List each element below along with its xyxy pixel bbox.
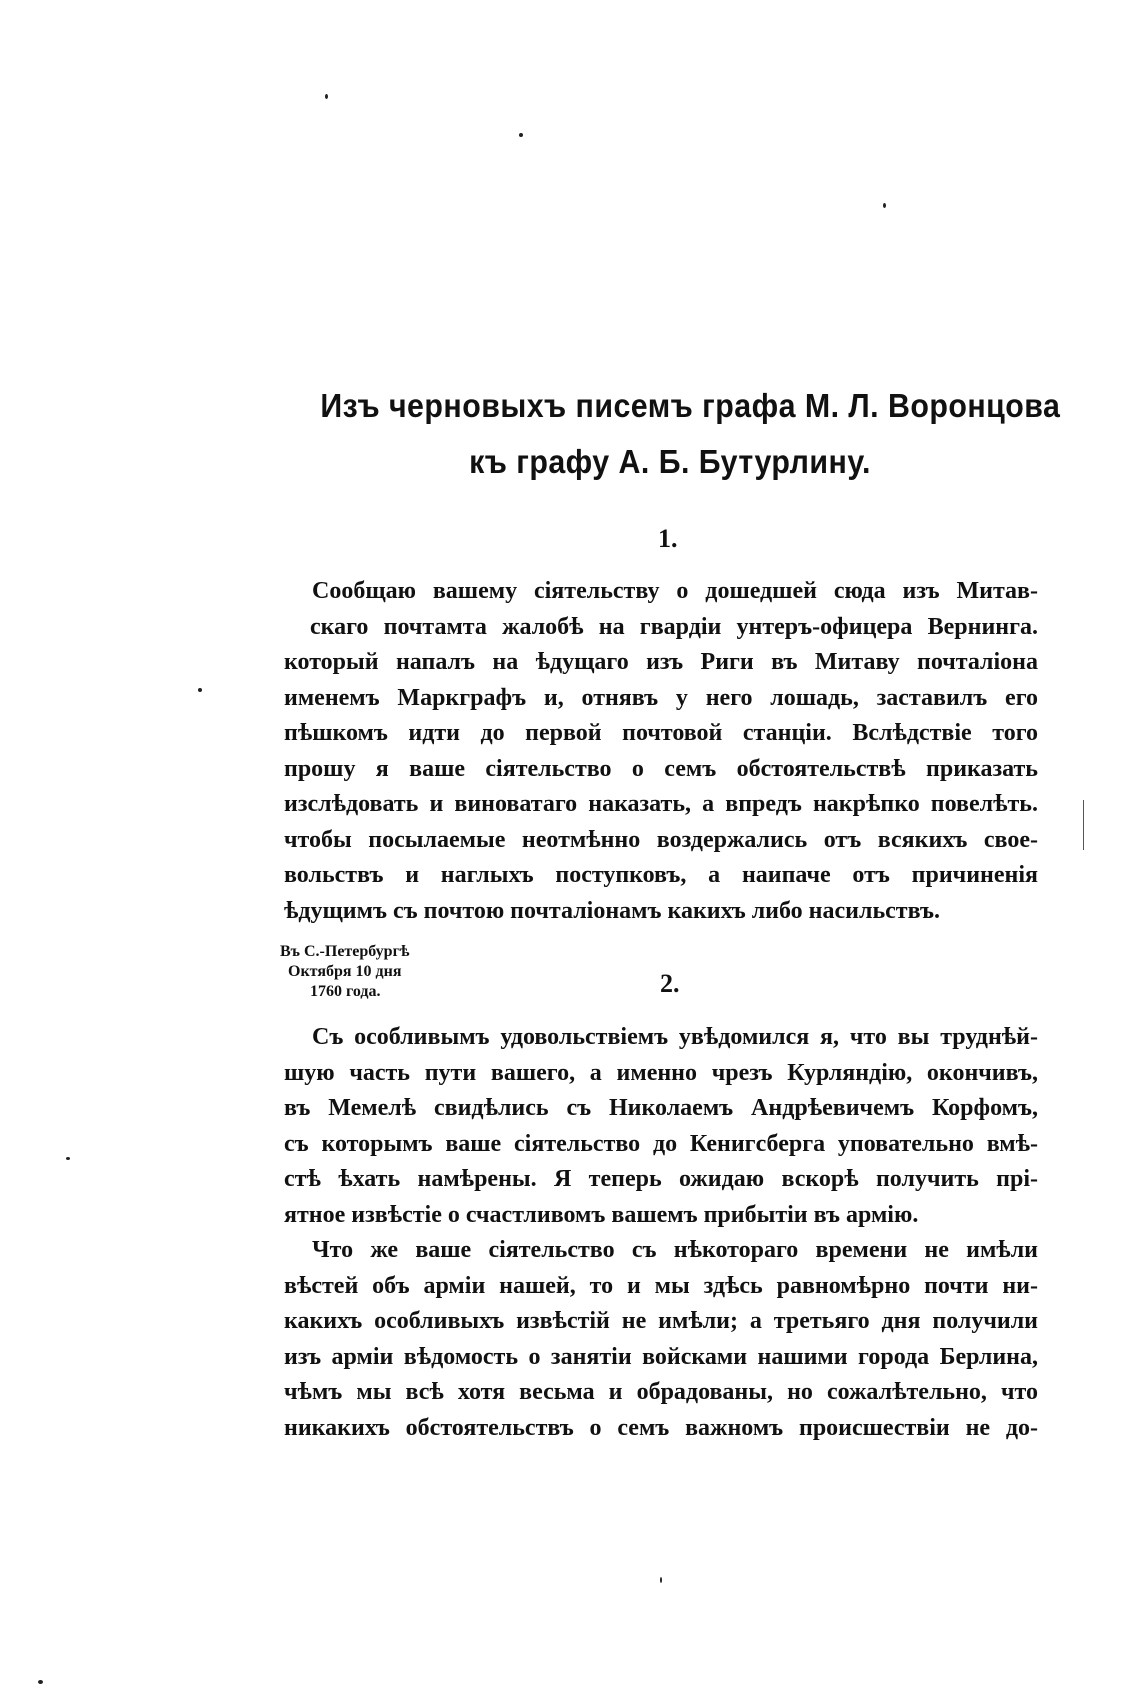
article-title [320,378,1061,490]
section-number-2: 2. [660,969,680,998]
text-line: никакихъ обстоятельствъ о семъ важномъ происшествіи не до- [284,1414,1038,1441]
text-line: Что же ваше сіятельство съ нѣкотораго времени не имѣли [312,1237,1038,1263]
dateline-year: 1760 года. [310,983,381,1000]
text-line: вѣстей объ арміи нашей, то и мы здѣсь равномѣрно почти ни- [284,1272,1038,1299]
text-line: изслѣдовать и виноватаго наказать, а впредъ накрѣпко повелѣть. [284,791,1038,817]
text-line: стѣ ѣхать намѣрены. Я теперь ожидаю вскорѣ получить прі- [284,1166,1038,1192]
text-line: скаго почтамта жалобѣ на гвардіи унтеръ-офицера Вернинга. [310,613,1038,640]
ink-speck [325,94,328,99]
ink-speck [198,688,202,692]
text-line: изъ арміи вѣдомость о занятіи войсками нашими города Берлина, [284,1343,1038,1370]
dateline [280,942,409,1002]
section-2-paragraph-1 [284,1020,1038,1233]
text-line: чтобы посылаемые неотмѣнно воздержались отъ всякихъ свое- [284,826,1038,853]
ink-speck [519,133,523,137]
text-line: пѣшкомъ идти до первой почтовой станціи. Вслѣдствіе того [284,720,1038,746]
text-line: прошу я ваше сіятельство о семъ обстоятельствѣ приказать [284,755,1038,782]
text-line: какихъ особливыхъ извѣстій не имѣли; а третьяго дня получили [284,1308,1038,1334]
text-line: въ Мемелѣ свидѣлись съ Николаемъ Андрѣевичемъ Корфомъ, [284,1095,1038,1121]
ink-speck [883,203,886,208]
margin-mark [1083,800,1084,850]
title-line-2: къ графу А. Б. Бутурлину. [469,443,871,480]
section-1-paragraph [284,574,1038,929]
text-line: Сообщаю вашему сіятельству о дошедшей сюда изъ Митав- [312,578,1038,604]
title-line-1: Изъ черновыхъ писемъ графа М. Л. Воронцова [320,387,1061,424]
dateline-place: Въ С.-Петербургѣ [280,943,410,960]
text-line: именемъ Маркграфъ и, отнявъ у него лошадь, заставилъ его [284,684,1038,711]
text-line: который напалъ на ѣдущаго изъ Риги въ Митаву почталіона [284,649,1038,675]
text-line: чѣмъ мы всѣ хотя весьма и обрадованы, но сожалѣтельно, что [284,1379,1038,1405]
text-line: ѣдущимъ съ почтою почталіонамъ какихъ либо насильствъ. [284,897,940,924]
text-line: вольствъ и наглыхъ поступковъ, а наипаче отъ причиненія [284,862,1038,888]
dateline-date: Октября 10 дня [288,963,402,980]
ink-speck [66,1157,70,1160]
text-line: ятное извѣстіе о счастливомъ вашемъ прибытіи въ армію. [284,1201,919,1228]
text-line: Съ особливымъ удовольствіемъ увѣдомился я, что вы труднѣй- [312,1024,1038,1050]
section-2-paragraph-2 [284,1233,1038,1446]
ink-speck [38,1680,43,1684]
ink-speck [660,1577,662,1583]
section-number-1: 1. [658,524,678,553]
text-line: шую часть пути вашего, а именно чрезъ Курляндію, окончивъ, [284,1059,1038,1086]
text-line: съ которымъ ваше сіятельство до Кенигсберга уповательно вмѣ- [284,1130,1038,1157]
